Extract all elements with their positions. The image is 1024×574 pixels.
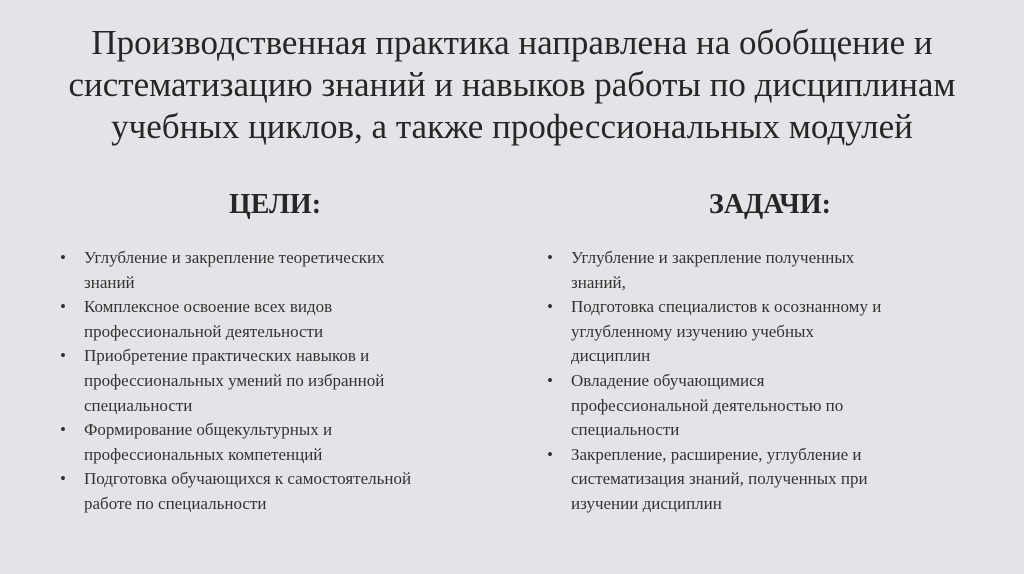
goals-heading: ЦЕЛИ: — [228, 189, 322, 220]
goal-item-text-line: специальности — [84, 395, 193, 415]
bullet-icon: • — [547, 248, 553, 267]
tasks-list — [545, 246, 975, 517]
bullet-icon: • — [60, 420, 66, 440]
bullet-icon: • — [60, 248, 66, 267]
goal-item-text-line: Углубление и закрепление теоретических — [84, 248, 385, 267]
slide-title — [40, 22, 984, 148]
bullet-icon: • — [547, 444, 553, 464]
bullet-icon: • — [547, 297, 553, 317]
goal-item — [58, 295, 488, 344]
task-item-text-line: дисциплин — [571, 346, 651, 366]
task-item-text-line: профессиональной деятельностью по — [571, 395, 844, 415]
task-item — [545, 369, 975, 443]
bullet-icon: • — [547, 370, 553, 390]
tasks-heading: ЗАДАЧИ: — [709, 189, 831, 220]
task-item — [545, 246, 975, 295]
task-item-text-line: систематизация знаний, полученных при — [571, 469, 868, 489]
goal-item-text-line: Подготовка обучающихся к самостоятельной — [84, 469, 412, 489]
task-item-text-line: Углубление и закрепление полученных — [571, 248, 855, 267]
goal-item-text-line: профессиональной деятельности — [84, 321, 324, 341]
goal-item-text-line: работе по специальности — [84, 493, 267, 513]
goal-item-text-line: Приобретение практических навыков и — [84, 346, 370, 366]
task-item-text-line: специальности — [571, 420, 680, 440]
bullet-icon: • — [60, 346, 66, 366]
goal-item — [58, 246, 488, 295]
goal-item-text-line: Комплексное освоение всех видов — [84, 297, 333, 317]
task-item — [545, 443, 975, 517]
goal-item-text-line: знаний — [84, 272, 135, 292]
task-item-text-line: знаний, — [571, 272, 626, 292]
goal-item — [58, 344, 488, 418]
slide-title-line: учебных циклов, а также профессиональных модулей — [111, 107, 913, 146]
goal-item — [58, 467, 488, 516]
task-item-text-line: углубленному изучению учебных — [571, 321, 814, 341]
bullet-icon: • — [60, 469, 66, 489]
goal-item-text-line: Формирование общекультурных и — [84, 420, 333, 440]
goal-item — [58, 418, 488, 467]
bullet-icon: • — [60, 297, 66, 317]
slide-title-line: систематизацию знаний и навыков работы по дисциплинам — [68, 65, 956, 104]
task-item-text-line: Закрепление, расширение, углубление и — [571, 444, 862, 464]
goal-item-text-line: профессиональных компетенций — [84, 444, 323, 464]
task-item-text-line: Овладение обучающимися — [571, 370, 765, 390]
task-item-text-line: Подготовка специалистов к осознанному и — [571, 297, 882, 317]
goals-list — [58, 246, 488, 517]
goal-item-text-line: профессиональных умений по избранной — [84, 370, 385, 390]
task-item — [545, 295, 975, 369]
slide-title-line: Производственная практика направлена на обобщение и — [91, 23, 933, 62]
task-item-text-line: изучении дисциплин — [571, 493, 722, 513]
